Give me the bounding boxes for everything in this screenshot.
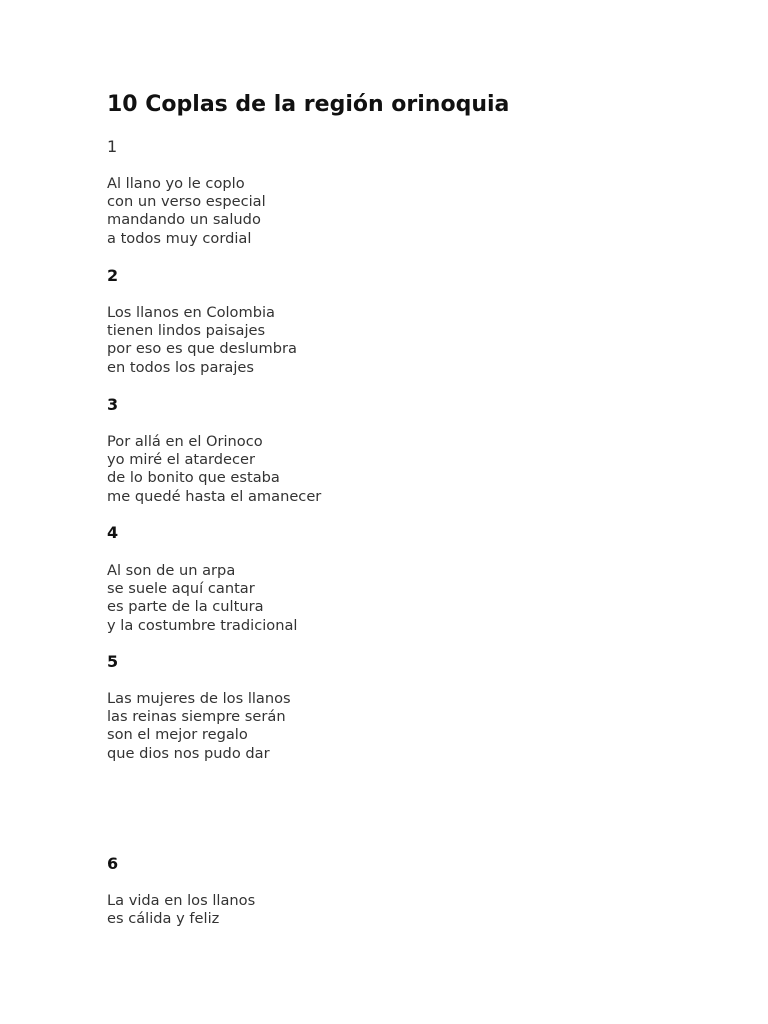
copla-line: Al son de un arpa	[107, 562, 236, 579]
copla-line: Por allá en el Orinoco	[107, 433, 263, 450]
copla-line: es cálida y feliz	[107, 910, 220, 928]
copla-line: se suele aquí cantar	[107, 580, 255, 598]
copla-line: las reinas siempre serán	[107, 708, 286, 726]
copla-stanza	[107, 175, 266, 248]
copla-line: a todos muy cordial	[107, 229, 252, 247]
copla-line: La vida en los llanos	[107, 892, 256, 909]
copla-line: por eso es que deslumbra	[107, 340, 297, 358]
copla-line: son el mejor regalo	[107, 726, 248, 744]
copla-stanza	[107, 304, 297, 377]
copla-line: Al llano yo le coplo	[107, 175, 245, 192]
copla-number: 1	[107, 137, 118, 156]
copla-line: y la costumbre tradicional	[107, 616, 298, 634]
copla-line: de lo bonito que estaba	[107, 469, 280, 487]
copla-line: que dios nos pudo dar	[107, 744, 270, 762]
copla-line: tienen lindos paisajes	[107, 322, 266, 340]
document-title: 10 Coplas de la región orinoquia	[107, 92, 510, 117]
copla-line: me quedé hasta el amanecer	[107, 487, 322, 505]
copla-stanza	[107, 892, 255, 928]
copla-line: con un verso especial	[107, 193, 266, 211]
copla-line: en todos los parajes	[107, 358, 254, 376]
copla-line: Los llanos en Colombia	[107, 304, 275, 321]
copla-line: yo miré el atardecer	[107, 451, 256, 469]
copla-number: 6	[107, 854, 119, 873]
copla-number: 4	[107, 523, 119, 542]
copla-stanza	[107, 690, 291, 763]
copla-line: es parte de la cultura	[107, 598, 264, 616]
copla-stanza	[107, 562, 297, 635]
copla-line: Las mujeres de los llanos	[107, 690, 291, 707]
copla-number: 2	[107, 266, 119, 285]
copla-number: 5	[107, 652, 119, 671]
copla-line: mandando un saludo	[107, 211, 261, 229]
copla-stanza	[107, 433, 321, 506]
copla-number: 3	[107, 395, 119, 414]
